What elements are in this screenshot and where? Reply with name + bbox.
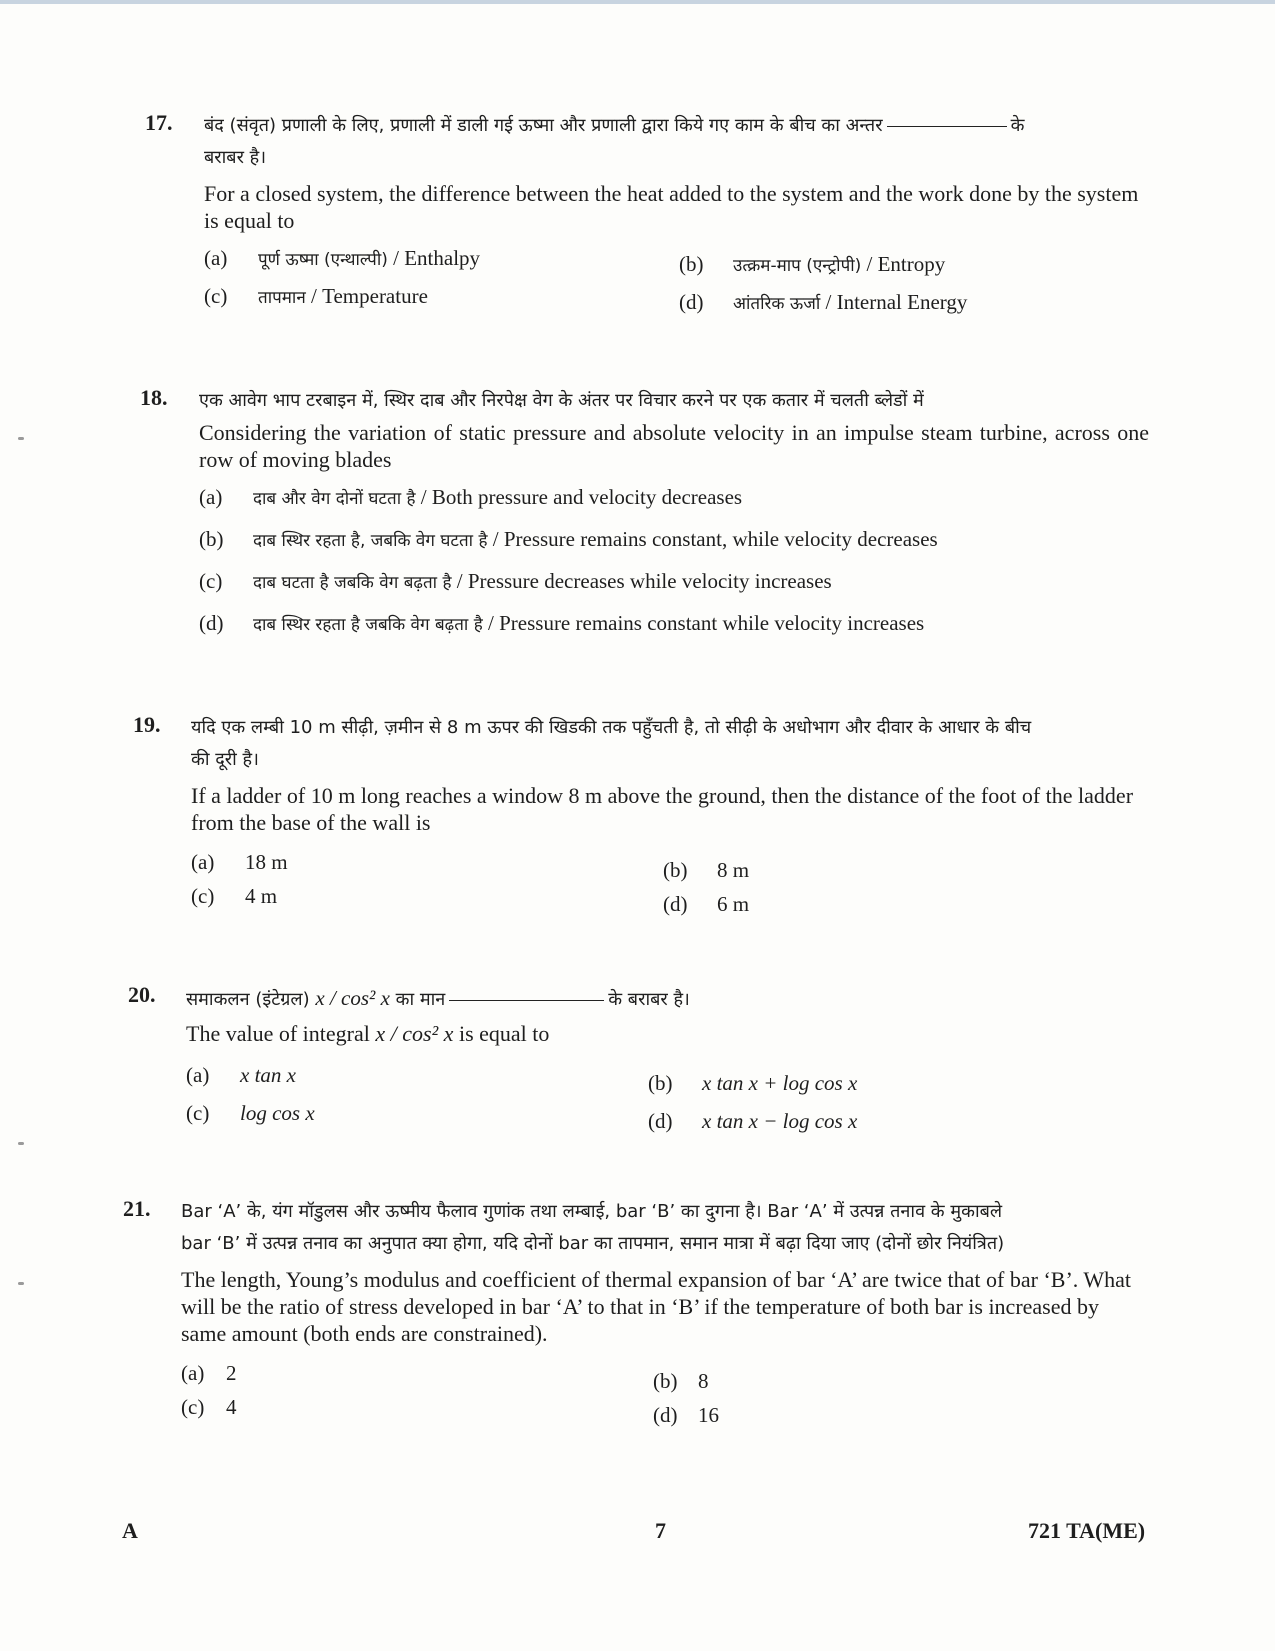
scan-mark xyxy=(18,437,24,440)
option-d[interactable]: (d) आंतरिक ऊर्जा / Internal Energy xyxy=(679,290,968,314)
option-b[interactable]: (b) 8 m xyxy=(663,858,750,882)
question-hindi: बंद (संवृत) प्रणाली के लिए, प्रणाली में डाली गई ऊष्मा और प्रणाली द्वारा किये गए काम के बीच का अन्तर के बराबर है। xyxy=(204,115,1025,168)
option-d[interactable]: (d) x tan x − log cos x xyxy=(648,1109,858,1133)
answer-blank xyxy=(887,126,1007,127)
option-d[interactable]: (d) 16 xyxy=(653,1403,719,1427)
option-b[interactable]: (b) x tan x + log cos x xyxy=(648,1071,858,1095)
question-english: The value of integral x / cos² x is equal to xyxy=(186,1021,550,1046)
question-number: 20. xyxy=(128,982,156,1007)
answer-blank xyxy=(449,1000,604,1001)
question-18 xyxy=(140,385,1150,645)
option-b[interactable]: (b) 8 xyxy=(653,1369,709,1393)
option-b[interactable]: (b) दाब स्थिर रहता है, जबकि वेग घटता है / Pressure remains constant, while velocity decreases xyxy=(199,527,938,551)
option-c[interactable]: (c) log cos x xyxy=(186,1101,315,1125)
question-english: If a ladder of 10 m long reaches a window 8 m above the ground, then the distance of the foot of the ladder from the base of the wall is xyxy=(191,783,1134,835)
options xyxy=(191,846,1143,926)
options xyxy=(199,477,1150,645)
option-c[interactable]: (c) दाब घटता है जबकि वेग बढ़ता है / Pressure decreases while velocity increases xyxy=(199,569,832,593)
question-number: 21. xyxy=(123,1196,151,1221)
option-c[interactable]: (c) 4 m xyxy=(191,884,278,908)
options xyxy=(181,1357,1143,1437)
question-hindi: Bar ‘A’ के, यंग मॉडुलस और ऊष्मीय फैलाव गुणांक तथा लम्बाई, bar ‘B’ का दुगना है। Bar ‘A’ में उत्पन्न तनाव के मुकाबले bar ‘B’ में उत्पन्न तनाव का अनुपात क्या होगा, यदि दोनों bar का तापमान, समान मात्रा में बढ़ा दिया जाए (दोनों छोर नियंत्रित) xyxy=(181,1201,1005,1254)
question-number: 18. xyxy=(140,385,168,410)
option-a[interactable]: (a) दाब और वेग दोनों घटता है / Both pressure and velocity decreases xyxy=(199,485,743,509)
option-a[interactable]: (a) 18 m xyxy=(191,850,288,874)
options xyxy=(186,1059,1138,1139)
scan-mark xyxy=(18,1142,24,1145)
question-hindi: समाकलन (इंटेग्रल) x / cos² x का मान के बराबर है। xyxy=(186,986,690,1010)
series-code: A xyxy=(122,1518,138,1543)
question-20 xyxy=(128,982,1138,1139)
page-number: 7 xyxy=(655,1518,666,1543)
question-21 xyxy=(123,1196,1143,1437)
scan-mark xyxy=(18,1282,24,1285)
option-a[interactable]: (a) पूर्ण ऊष्मा (एन्थाल्पी) / Enthalpy xyxy=(204,246,481,270)
question-english: The length, Young’s modulus and coefficient of thermal expansion of bar ‘A’ are twice that of bar ‘B’. What will be the ratio of stress developed in bar ‘A’ to that in ‘B’ if the temperature of both bar is increased by same amount (both ends are constrained). xyxy=(181,1267,1132,1346)
option-a[interactable]: (a) x tan x xyxy=(186,1063,296,1087)
option-a[interactable]: (a) 2 xyxy=(181,1361,237,1385)
scan-top-edge xyxy=(0,0,1275,4)
option-d[interactable]: (d) दाब स्थिर रहता है जबकि वेग बढ़ता है / Pressure remains constant while velocity increases xyxy=(199,611,925,635)
option-d[interactable]: (d) 6 m xyxy=(663,892,750,916)
option-b[interactable]: (b) उत्क्रम-माप (एन्ट्रोपी) / Entropy xyxy=(679,252,946,276)
option-c[interactable]: (c) 4 xyxy=(181,1395,237,1419)
question-english: For a closed system, the difference between the heat added to the system and the work done by the system is equal to xyxy=(204,181,1139,233)
options xyxy=(204,242,1145,322)
question-hindi: एक आवेग भाप टरबाइन में, स्थिर दाब और निरपेक्ष वेग के अंतर पर विचार करने पर एक कतार में चलती ब्लेडों में xyxy=(199,390,924,411)
question-19 xyxy=(133,712,1143,926)
question-number: 19. xyxy=(133,712,161,737)
option-c[interactable]: (c) तापमान / Temperature xyxy=(204,284,428,308)
question-english: Considering the variation of static pressure and absolute velocity in an impulse steam turbine, across one row of moving blades xyxy=(199,420,1149,472)
question-17 xyxy=(145,110,1145,322)
question-hindi: यदि एक लम्बी 10 m सीढ़ी, ज़मीन से 8 m ऊपर की खिडकी तक पहुँचती है, तो सीढ़ी के अधोभाग और दीवार के आधार के बीच की दूरी है। xyxy=(191,717,1032,770)
paper-code: 721 TA(ME) xyxy=(1028,1518,1146,1543)
question-number: 17. xyxy=(145,110,173,135)
